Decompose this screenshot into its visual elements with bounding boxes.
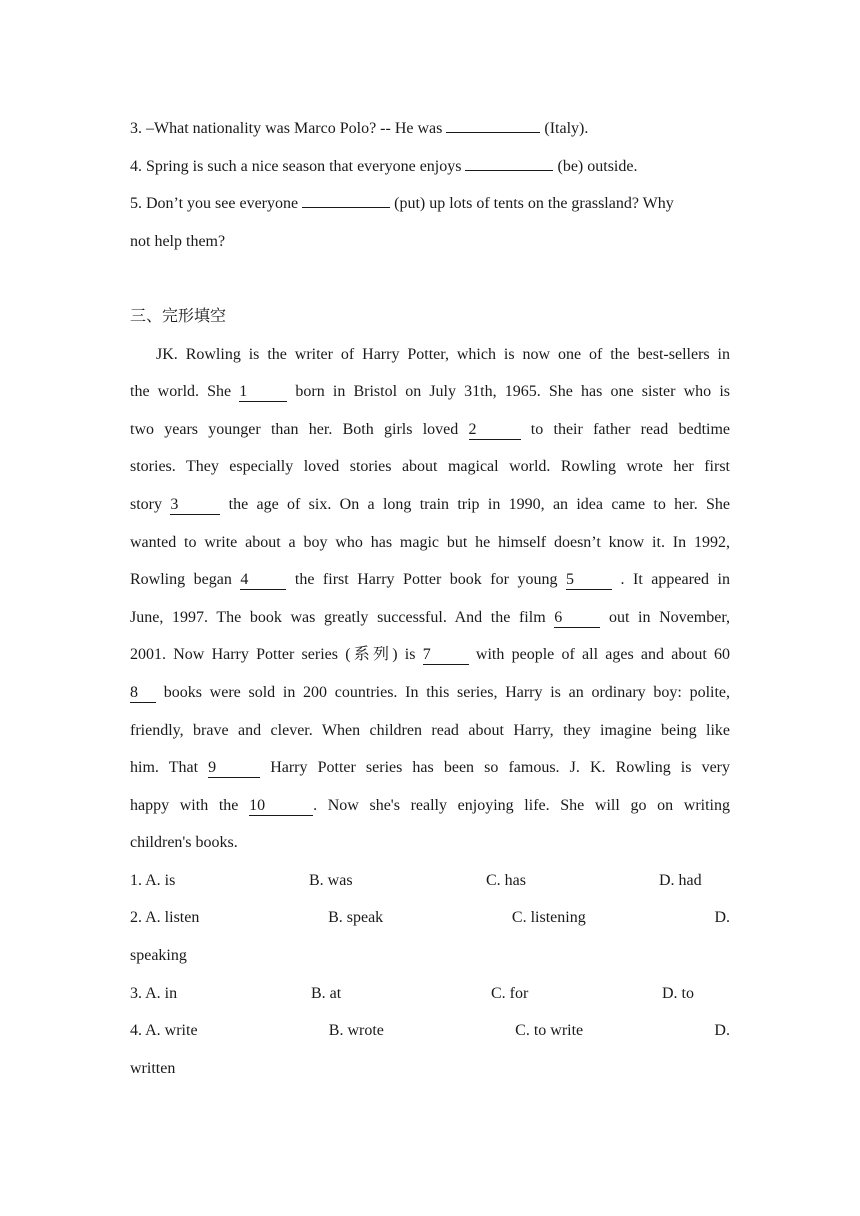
passage-line (130, 749, 730, 787)
passage-line: stories. They especially loved stories about magical world. Rowling wrote her first (130, 458, 730, 476)
option-d[interactable]: D. (714, 909, 730, 927)
passage-text: books were sold in 200 countries. In this series, Harry is an ordinary boy: polite, (156, 683, 730, 701)
fill-in-item-5 (130, 185, 730, 223)
option-a[interactable]: 4. A. write (130, 1022, 198, 1040)
item-text: (put) up lots of tents on the grassland? Why (390, 195, 674, 213)
option-c[interactable]: C. for (491, 984, 529, 1002)
passage-text: to their father read bedtime (520, 420, 731, 438)
item-text: (Italy). (540, 120, 589, 137)
answer-blank[interactable] (465, 170, 553, 171)
option-d[interactable]: D. had (659, 871, 702, 889)
passage-text: two years younger than her. Both girls loved (130, 420, 469, 438)
cloze-blank-8[interactable]: 8 (130, 684, 156, 703)
option-c[interactable]: C. has (486, 871, 526, 889)
passage-text: 2001. Now Harry Potter series (系列) is (130, 646, 423, 664)
cloze-blank-2[interactable]: 2 (469, 421, 521, 440)
option-a[interactable]: 2. A. listen (130, 909, 200, 927)
passage-text: happy with the (130, 796, 250, 814)
item-text: 5. Don’t you see everyone (130, 195, 303, 213)
answer-blank[interactable] (446, 132, 540, 133)
option-d-wrap: speaking (130, 947, 187, 965)
passage-text: Harry Potter series has been so famous. J. K. Rowling is very (260, 759, 731, 777)
question-options-1 (130, 862, 730, 900)
cloze-blank-4[interactable]: 4 (240, 571, 286, 590)
cloze-blank-10[interactable]: 10 (249, 797, 313, 816)
passage-line: children's books. (130, 834, 238, 852)
passage-line (130, 599, 730, 637)
passage-text: the age of six. On a long train trip in 1990, an idea came to her. She (220, 495, 731, 513)
item-text: 4. Spring is such a nice season that everyone enjoys (130, 157, 466, 175)
passage-text: . Now she's really enjoying life. She will go on writing (313, 796, 731, 814)
option-b[interactable]: B. was (309, 871, 353, 889)
option-a[interactable]: 3. A. in (130, 984, 178, 1002)
passage-text: Rowling began (130, 571, 241, 589)
passage-text: story (130, 495, 171, 513)
cloze-blank-7[interactable]: 7 (423, 646, 469, 665)
passage-text: the first Harry Potter book for young (286, 571, 566, 589)
cloze-blank-6[interactable]: 6 (554, 609, 600, 628)
answer-blank[interactable] (302, 207, 390, 208)
passage-line (130, 674, 730, 712)
passage-line (130, 411, 730, 449)
passage-text: out in November, (600, 608, 731, 626)
option-a[interactable]: 1. A. is (130, 871, 176, 889)
passage-line (130, 486, 730, 524)
passage-text: born in Bristol on July 31th, 1965. She has one sister who is (287, 383, 730, 401)
passage-text: the world. She (130, 383, 240, 401)
section-title: 三、完形填空 (130, 307, 227, 325)
passage-line (130, 636, 730, 674)
option-b[interactable]: B. at (311, 984, 342, 1002)
question-options-4 (130, 1012, 730, 1050)
item-text: 3. –What nationality was Marco Polo? -- He was (130, 120, 447, 137)
option-d-wrap: written (130, 1059, 176, 1077)
passage-text: June, 1997. The book was greatly successful. And the film (130, 608, 555, 626)
option-c[interactable]: C. listening (511, 909, 586, 927)
option-b[interactable]: B. wrote (328, 1022, 384, 1040)
question-options-2 (130, 899, 730, 937)
cloze-blank-9[interactable]: 9 (208, 759, 260, 778)
cloze-blank-1[interactable]: 1 (239, 383, 287, 402)
cloze-blank-3[interactable]: 3 (170, 496, 220, 515)
passage-line (130, 561, 730, 599)
item-text: (be) outside. (553, 157, 638, 175)
option-d[interactable]: D. to (662, 984, 694, 1002)
passage-text: . It appeared in (611, 571, 730, 589)
passage-line (130, 787, 730, 825)
fill-in-item-3 (130, 110, 730, 148)
option-b[interactable]: B. speak (328, 909, 384, 927)
passage-line: wanted to write about a boy who has magic but he himself doesn’t know it. In 1992, (130, 533, 730, 551)
passage-text: him. That (130, 759, 209, 777)
passage-line: JK. Rowling is the writer of Harry Potter, which is now one of the best-sellers in (156, 345, 730, 363)
fill-in-item-4 (130, 148, 730, 186)
cloze-blank-5[interactable]: 5 (566, 571, 612, 590)
passage-text: with people of all ages and about 60 (468, 646, 730, 664)
option-c[interactable]: C. to write (515, 1022, 584, 1040)
passage-line (130, 373, 730, 411)
option-d[interactable]: D. (714, 1022, 730, 1040)
fill-in-item-5-continuation: not help them? (130, 232, 226, 250)
worksheet-page (130, 110, 730, 1087)
question-options-3 (130, 975, 730, 1013)
passage-line: friendly, brave and clever. When children read about Harry, they imagine being like (130, 721, 730, 739)
